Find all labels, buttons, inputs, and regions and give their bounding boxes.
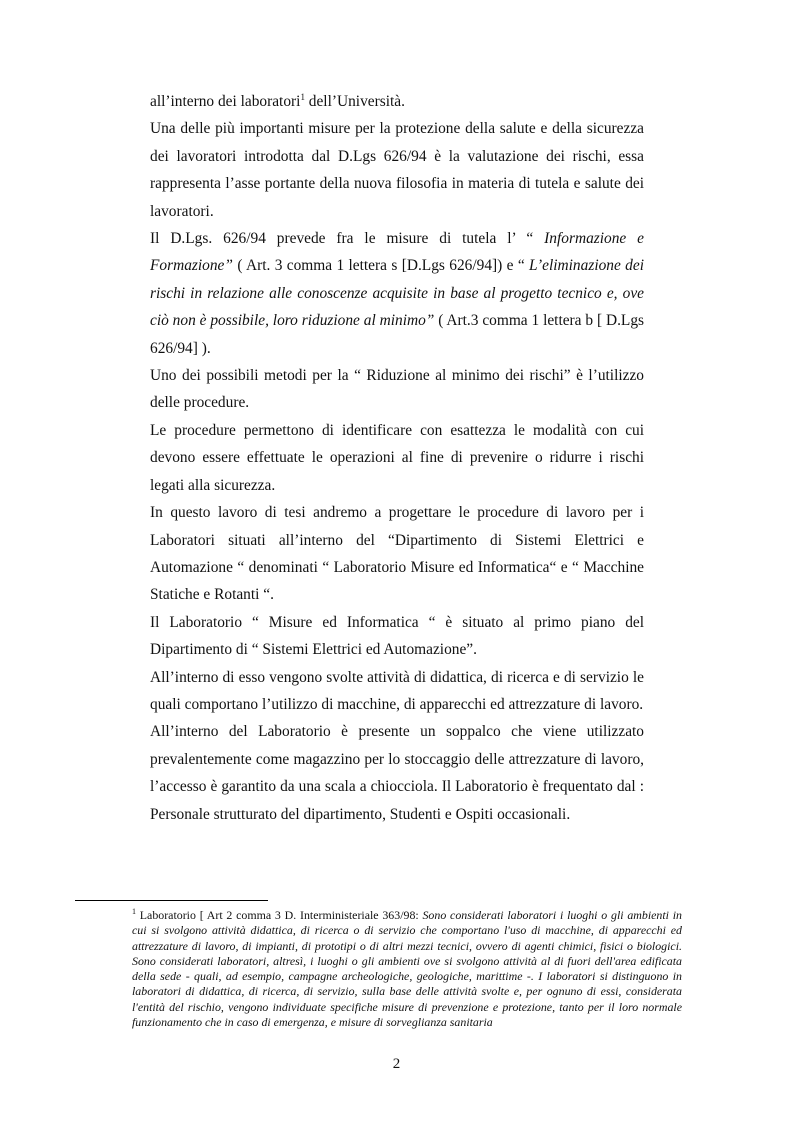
paragraph-7: All’interno di esso vengono svolte attività di didattica, di ricerca e di servizio le quali comportano l’utilizzo di macchine, di apparecchi ed attrezzature di lavoro. — [150, 668, 644, 713]
paragraph-2: Il D.Lgs. 626/94 prevede fra le misure di tutela l’ “ Informazione e Formazione” ( Art. 3 comma 1 lettera s [D.Lgs 626/94]) e “ L’eliminazione dei rischi in relazione alle conoscenze acquisite in base al progetto tecnico e, ove ciò non è possibile, loro riduzione al minimo” ( Art.3 comma 1 lettera b [ D.Lgs 626/94] ). — [150, 230, 645, 357]
footnote-mark: 1 — [132, 907, 136, 917]
footnote — [132, 908, 682, 1030]
paragraph-4: Le procedure permettono di identificare con esattezza le modalità con cui devono essere effettuate le operazioni al fine di prevenire o ridurre i rischi legati alla sicurezza. — [150, 421, 644, 494]
footnote-lead: Laboratorio [ Art 2 comma 3 D. Interministeriale 363/98: — [136, 908, 423, 922]
page-number: 2 — [392, 1056, 401, 1072]
paragraph-0: all’interno dei laboratori$^1$ dell’Università. — [150, 91, 405, 110]
paragraph-1: Una delle più importanti misure per la protezione della salute e della sicurezza dei lavoratori introdotta dal D.Lgs 626/94 è la valutazione dei rischi, essa rappresenta l’asse portante della nuova filosofia in materia di tutela e salute dei lavoratori. — [150, 120, 644, 220]
paragraph-6: Il Laboratorio “ Misure ed Informatica “ è situato al primo piano del Dipartimento di “ Sistemi Elettrici ed Automazione”. — [150, 613, 644, 659]
paragraph-5: In questo lavoro di tesi andremo a progettare le procedure di lavoro per i Laboratori situati all’interno del “Dipartimento di Sistemi Elettrici e Automazione “ denominati “ Laboratorio Misure ed Informatica“ e “ Macchine Statiche e Rotanti “. — [150, 504, 644, 604]
paragraph-3: Uno dei possibili metodi per la “ Riduzione al minimo dei rischi” è l’utilizzo delle procedure. — [150, 367, 644, 412]
paragraph-8: All’interno del Laboratorio è presente un soppalco che viene utilizzato prevalentemente come magazzino per lo stoccaggio delle attrezzature di lavoro, l’accesso è garantito da una scala a chiocciola. Il Laboratorio è frequentato dal : Personale strutturato del dipartimento, Studenti e Ospiti occasionali. — [150, 723, 644, 823]
footnote-text: Sono considerati laboratori i luoghi o gli ambienti in cui si svolgono attività didattica, di ricerca o di servizio che comportano l'uso di macchine, di apparecchi ed attrezzature di lavoro, di impianti, di prototipi o di altri mezzi tecnici, ovvero di agenti chimici, fisici o biologici. Sono considerati laboratori, altresì, i luoghi o gli ambienti ove si svolgono attività al di fuori dell'area edificata della sede - quali, ad esempio, campagne archeologiche, geologiche, marittime -. I laboratori si distinguono in laboratori di didattica, di ricerca, di servizio, sulla base delle attività svolte e, per ognuno di essi, considerata l'entità del rischio, vengono individuate specifiche misure di prevenzione e protezione, tanto per il loro normale funzionamento che in caso di emergenza, e misure di sorveglianza sanitaria — [132, 908, 682, 1030]
footnote-divider — [75, 900, 268, 901]
body-text — [150, 88, 644, 828]
footnote-ref[interactable]: 1 — [300, 91, 305, 102]
